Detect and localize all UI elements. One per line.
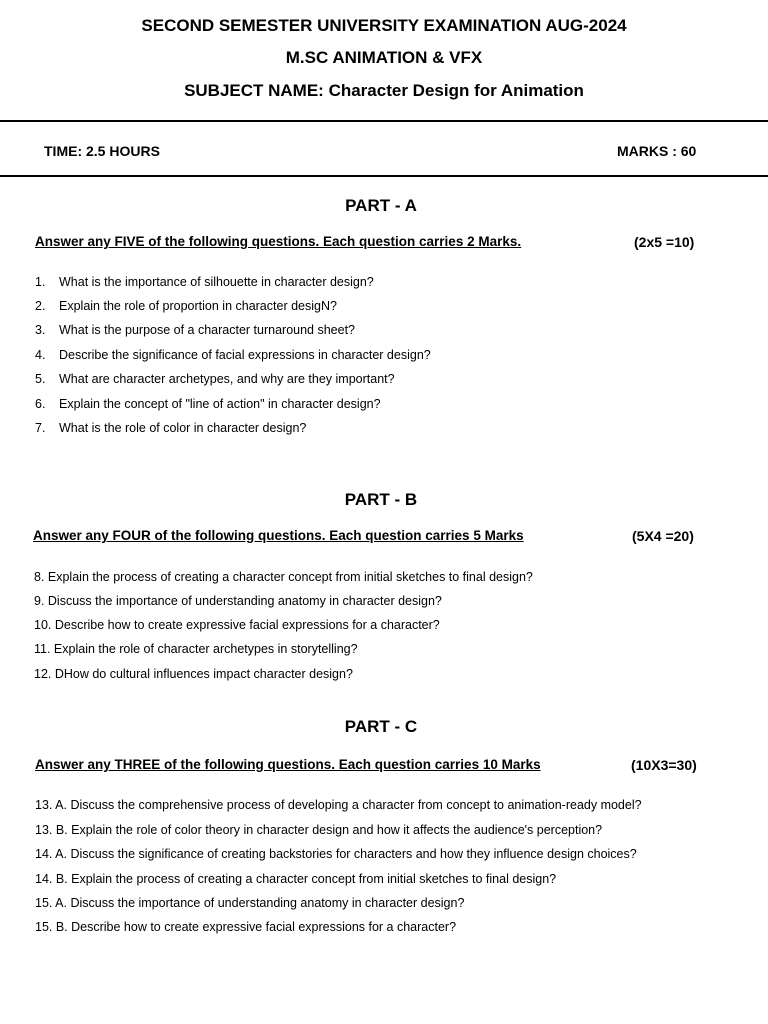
part-a-title: PART - A — [345, 196, 417, 215]
question-item: 14. B. Explain the process of creating a character concept from initial sketches to final design? — [35, 872, 557, 886]
question-item: 15. A. Discuss the importance of understanding anatomy in character design? — [35, 896, 465, 910]
question-number: 6. — [35, 397, 46, 411]
exam-title: SECOND SEMESTER UNIVERSITY EXAMINATION AUG-2024 — [141, 16, 627, 35]
part-b-marks: (5X4 =20) — [632, 528, 694, 544]
question-item: 10. Describe how to create expressive facial expressions for a character? — [34, 618, 440, 632]
question-text: Explain the concept of "line of action" in character design? — [59, 397, 381, 411]
question-item — [35, 397, 381, 411]
part-b-title: PART - B — [344, 490, 418, 509]
time-label: TIME: 2.5 HOURS — [44, 143, 160, 159]
question-number: 1. — [35, 275, 46, 289]
question-text: What is the importance of silhouette in character design? — [59, 275, 374, 289]
question-number: 7. — [35, 421, 46, 435]
question-item — [35, 372, 395, 386]
question-number: 3. — [35, 323, 46, 337]
top-divider — [0, 120, 768, 122]
marks-label: MARKS : 60 — [617, 143, 697, 159]
question-number: 4. — [35, 348, 46, 362]
question-item — [35, 348, 431, 362]
question-item: 11. Explain the role of character archetypes in storytelling? — [34, 642, 358, 656]
question-text: What is the purpose of a character turnaround sheet? — [59, 323, 356, 337]
part-c-marks: (10X3=30) — [631, 757, 697, 773]
question-item: 9. Discuss the importance of understanding anatomy in character design? — [34, 594, 442, 608]
question-item: 14. A. Discuss the significance of creating backstories for characters and how they influence design choices? — [35, 847, 637, 861]
question-number: 5. — [35, 372, 46, 386]
question-item: 15. B. Describe how to create expressive facial expressions for a character? — [35, 920, 457, 934]
part-c-instruction: Answer any THREE of the following questions. Each question carries 10 Marks — [35, 757, 541, 772]
question-item: 13. A. Discuss the comprehensive process of developing a character from concept to animation-ready model? — [35, 798, 642, 812]
question-text: Describe the significance of facial expressions in character design? — [59, 348, 431, 362]
part-c-title: PART - C — [344, 717, 418, 736]
bottom-divider — [0, 175, 768, 177]
part-a-instruction: Answer any FIVE of the following questions. Each question carries 2 Marks. — [35, 234, 522, 249]
question-text: What is the role of color in character design? — [59, 421, 307, 435]
question-item — [35, 421, 306, 435]
course-title: M.SC ANIMATION & VFX — [285, 48, 483, 67]
question-text: What are character archetypes, and why are they important? — [59, 372, 395, 386]
subject-title: SUBJECT NAME: Character Design for Animation — [184, 81, 584, 100]
question-item: 8. Explain the process of creating a character concept from initial sketches to final design? — [34, 570, 533, 584]
part-b-instruction: Answer any FOUR of the following questions. Each question carries 5 Marks — [33, 528, 524, 543]
question-item: 13. B. Explain the role of color theory in character design and how it affects the audience's perception? — [35, 823, 603, 837]
question-item — [35, 299, 337, 313]
question-text: Explain the role of proportion in character desigN? — [59, 299, 337, 313]
question-number: 2. — [35, 299, 46, 313]
question-item — [35, 275, 374, 289]
question-item — [35, 323, 355, 337]
question-item: 12. DHow do cultural influences impact character design? — [34, 667, 353, 681]
part-a-marks: (2x5 =10) — [634, 234, 695, 250]
